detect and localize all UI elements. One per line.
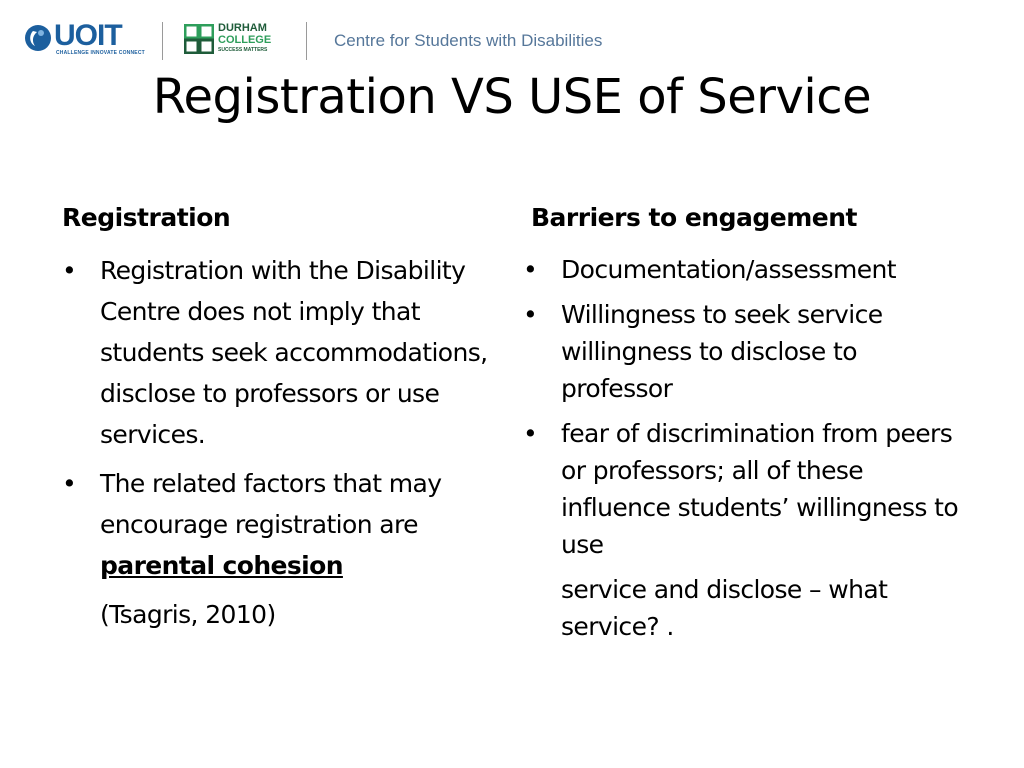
list-item [62, 463, 512, 586]
uoit-emblem-icon [24, 24, 52, 52]
list-item-text: Documentation/assessment [561, 255, 896, 284]
bullet-icon: • [523, 255, 538, 284]
list-item [523, 415, 963, 563]
list-item-text: The related factors that may encourage registration are [100, 469, 442, 539]
right-column-body [523, 251, 963, 645]
list-item-text: fear of discrimination from peers or professors; all of these influence students’ willingness to use [561, 419, 959, 559]
header-divider [306, 22, 307, 60]
left-column-heading: Registration [62, 203, 231, 232]
header-divider [162, 22, 163, 60]
list-item [523, 296, 963, 407]
bullet-icon: • [62, 469, 77, 498]
list-item-text: Registration with the Disability Centre does not imply that students seek accommodations, disclose to professors or use services. [100, 256, 488, 449]
list-item-text: Willingness to seek service willingness to disclose to professor [561, 300, 883, 403]
list-item-continuation: service and disclose – what service? . [561, 575, 888, 641]
durham-college-emblem-icon [184, 24, 214, 54]
durham-college-logo [184, 22, 284, 58]
uoit-logo-text: UOIT [54, 19, 122, 52]
durham-logo-tagline: SUCCESS MATTERS [218, 47, 268, 53]
citation: (Tsagris, 2010) [100, 600, 276, 629]
durham-logo-line2: COLLEGE [218, 34, 272, 46]
bullet-icon: • [523, 300, 538, 329]
slide-title: Registration VS USE of Service [152, 69, 872, 125]
right-column-heading: Barriers to engagement [531, 203, 857, 232]
bullet-icon: • [62, 256, 77, 285]
list-item [62, 250, 512, 455]
emphasized-term: parental cohesion [100, 551, 343, 580]
centre-name: Centre for Students with Disabilities [334, 31, 603, 50]
list-item [523, 251, 963, 288]
bullet-icon: • [523, 419, 538, 448]
uoit-logo [24, 18, 164, 62]
left-column-body [62, 250, 512, 635]
uoit-logo-tagline: CHALLENGE INNOVATE CONNECT [56, 50, 145, 56]
durham-logo-line1: DURHAM [218, 22, 267, 34]
